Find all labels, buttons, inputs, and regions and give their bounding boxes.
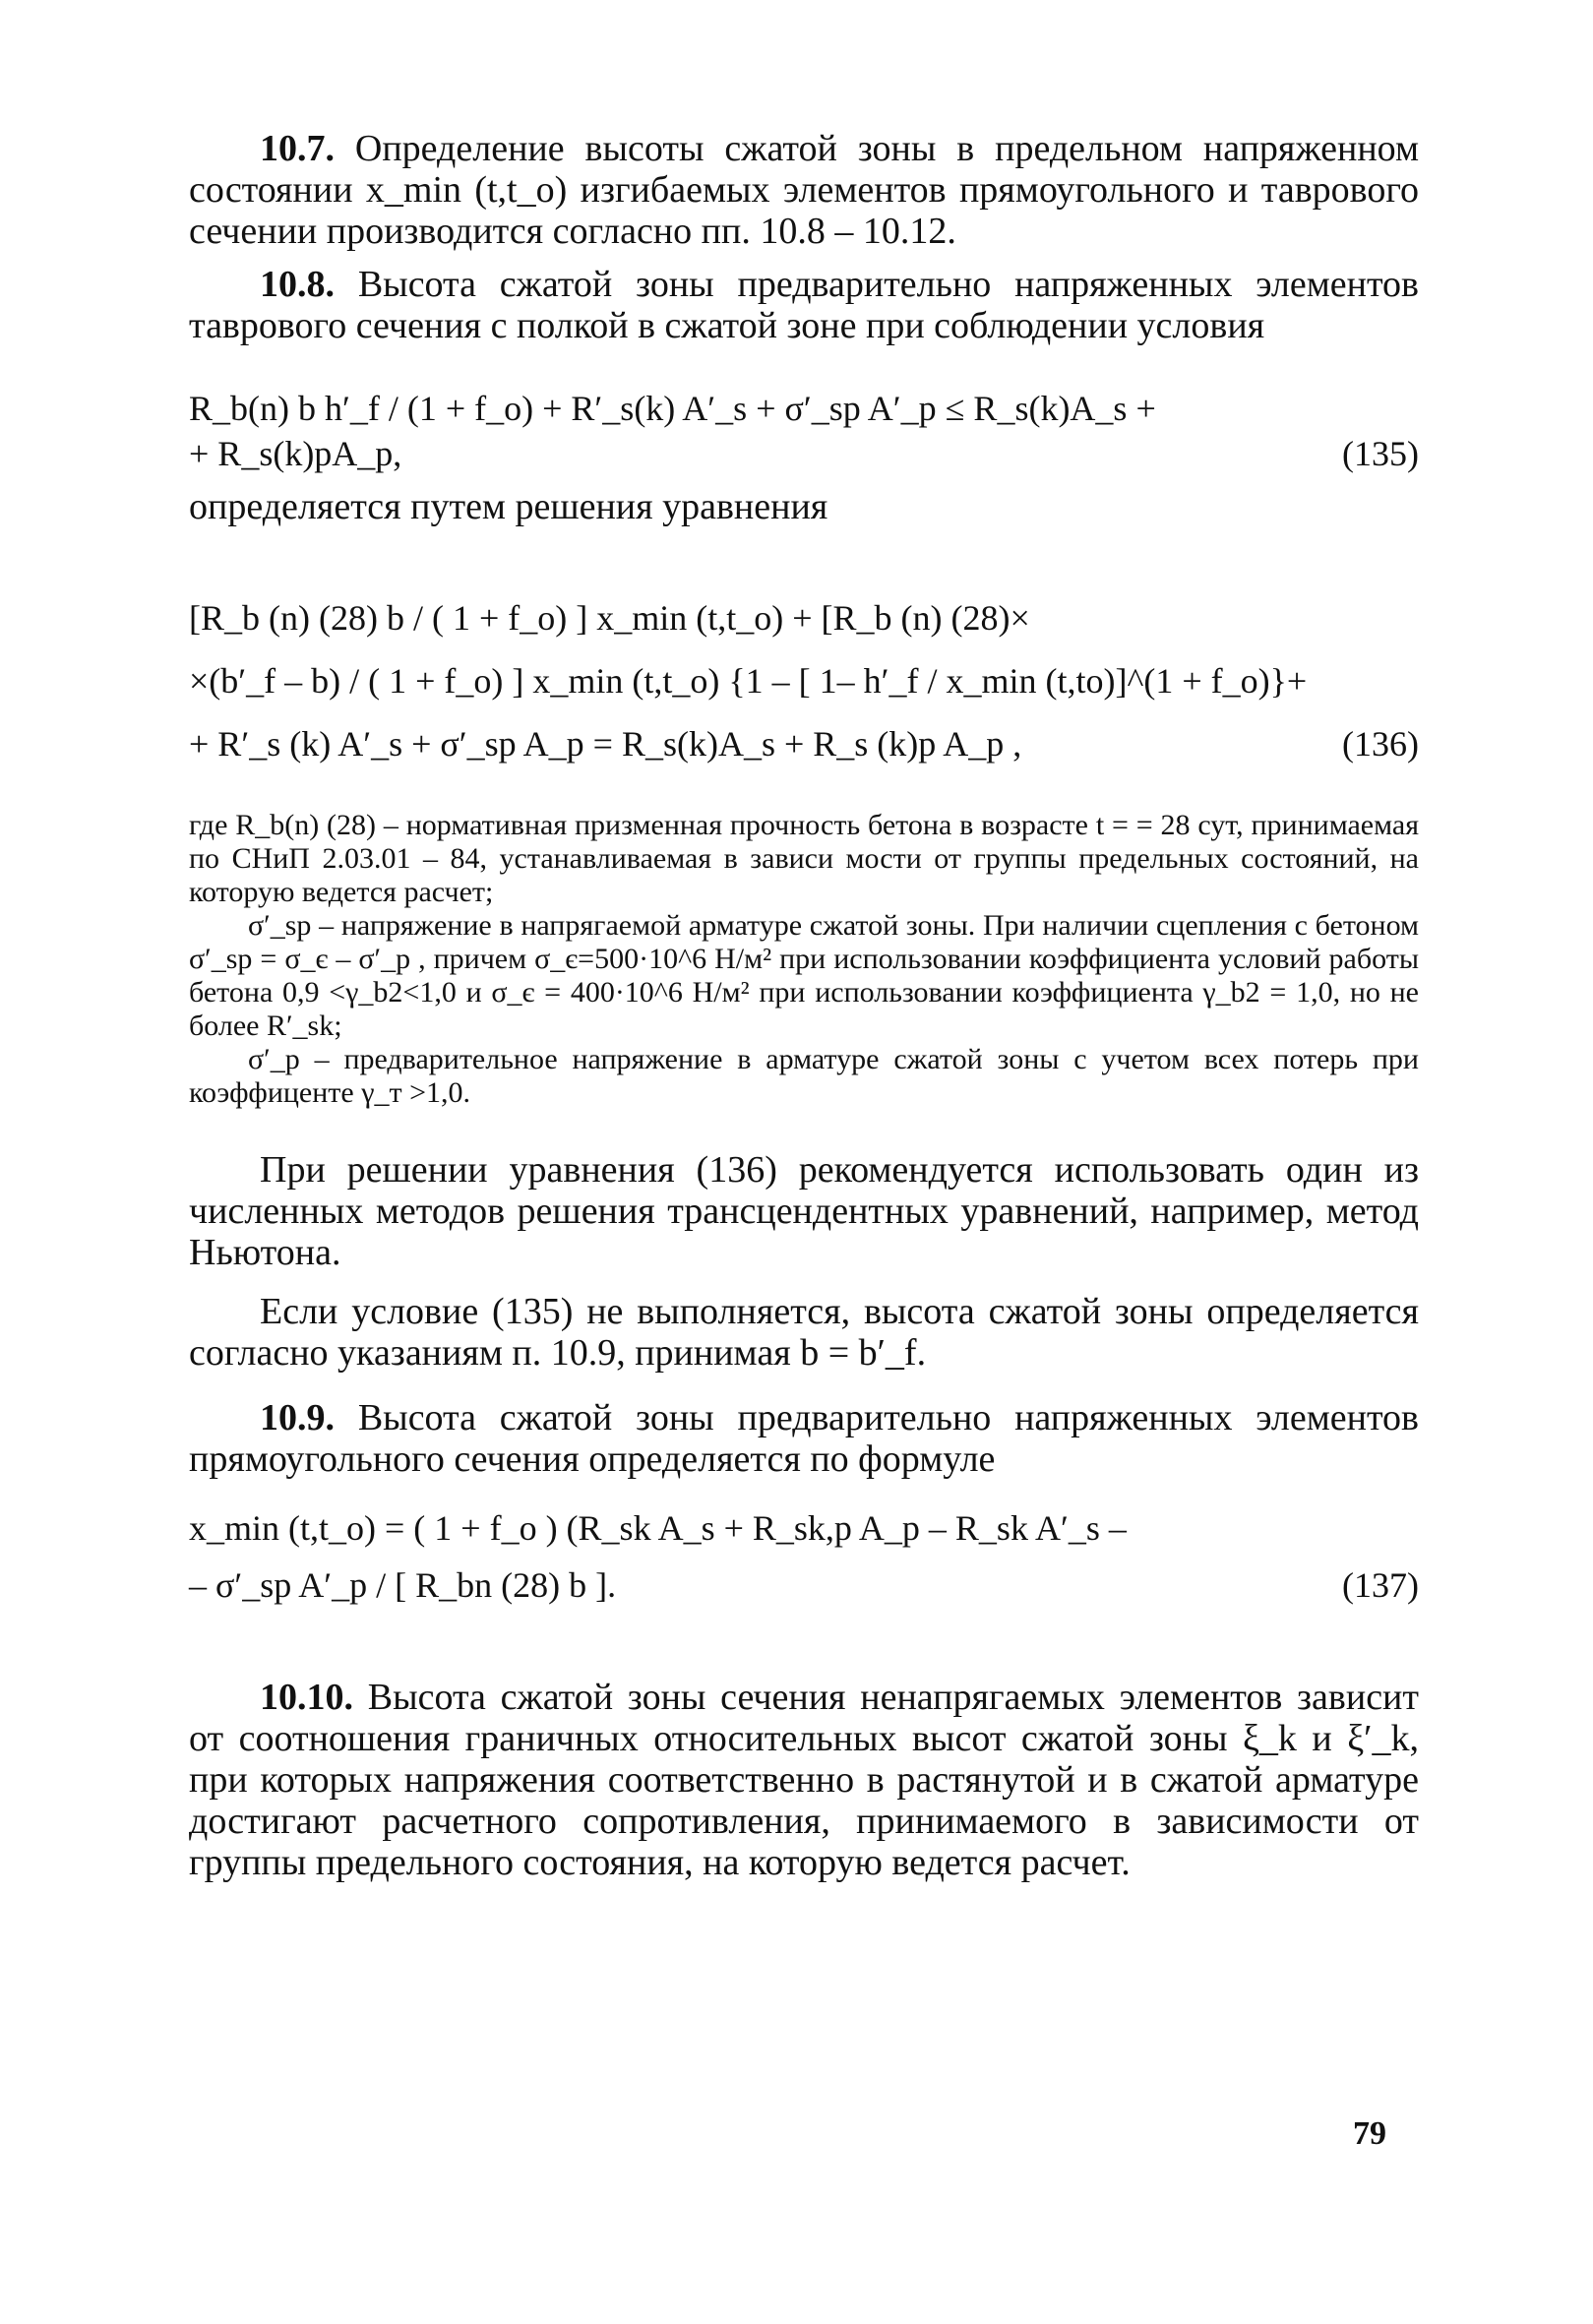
- section-number: 10.10.: [260, 1677, 353, 1718]
- formula-line-text: + R′_s (k) A′_s + σ′_sp A_p = R_s(k)A_s + R_s (k)p A_p ,: [189, 724, 1022, 764]
- equation-number: (135): [1342, 434, 1419, 473]
- section-number: 10.9.: [260, 1397, 335, 1438]
- formula-line-text: + R_s(k)pA_p,: [189, 434, 402, 473]
- formula-137: [189, 1499, 1419, 1614]
- paragraph-text: Определение высоты сжатой зоны в предельном напряженном состоянии x_min (t,t_o) изгибаемых элементов прямоугольного и таврового сечении производится согласно пп. 10.8 – 10.12.: [189, 128, 1420, 252]
- section-number: 10.7.: [260, 128, 335, 169]
- paragraph-text: Высота сжатой зоны предварительно напряженных элементов прямоугольного сечения определяется по формуле: [189, 1397, 1419, 1480]
- note-sigma-sp: σ′_sp – напряжение в напрягаемой арматуре сжатой зоны. При наличии сцепления с бетоном σ′_sp = σ_є – σ′_p , причем σ_є=500·10^6 Н/м² при использовании коэффициента условий работы бетона 0,9 <γ_b2<1,0 и σ_є = 400·10^6 Н/м² при использовании коэффициента γ_b2 = 1,0, но не более R′_sk;: [189, 909, 1419, 1042]
- formula-line: ×(b′_f – b) / ( 1 + f_o) ] x_min (t,t_o) {1 – [ 1– h′_f / x_min (t,to)]^(1 + f_o)}+: [189, 661, 1308, 701]
- equation-number: (137): [1342, 1565, 1419, 1605]
- formula-line-text: – σ′_sp A′_p / [ R_bn (28) b ].: [189, 1565, 617, 1605]
- formula-line: [189, 431, 1419, 476]
- equation-number: (136): [1342, 724, 1419, 764]
- formula-line: x_min (t,t_o) = ( 1 + f_o ) (R_sk A_s + R_sk,p A_p – R_sk A′_s –: [189, 1508, 1127, 1548]
- note-sigma-p: σ′_p – предварительное напряжение в арматуре сжатой зоны с учетом всех потерь при коэффиценте γ_т >1,0.: [189, 1043, 1419, 1109]
- formula-line: [189, 712, 1419, 775]
- formula-line: R_b(n) b h′_f / (1 + f_o) + R′_s(k) A′_s + σ′_sp A′_p ≤ R_s(k)A_s +: [189, 389, 1156, 428]
- document-page: [189, 128, 1419, 1883]
- note-rb: где R_b(n) (28) – нормативная призменная прочность бетона в возрасте t = = 28 сут, принимаемая по СНиП 2.03.01 – 84, устанавливаемая в зависи мости от группы предельных состояний, на которую ведется расчет;: [189, 809, 1419, 908]
- formula-line: [R_b (n) (28) b / ( 1 + f_o) ] x_min (t,t_o) + [R_b (n) (28)×: [189, 598, 1030, 638]
- notes-block: [189, 809, 1419, 1110]
- page-number: 79: [1353, 2115, 1386, 2152]
- paragraph-10-9: [189, 1397, 1419, 1480]
- section-number: 10.8.: [260, 264, 335, 305]
- paragraph-newton: При решении уравнения (136) рекомендуется использовать один из численных методов решения трансцендентных уравнений, например, метод Ньютона.: [189, 1149, 1419, 1273]
- paragraph-after-135: определяется путем решения уравнения: [189, 486, 828, 527]
- paragraph-10-7: [189, 128, 1419, 252]
- paragraph-10-10: [189, 1677, 1419, 1883]
- formula-136: [189, 586, 1419, 775]
- formula-line: [189, 1557, 1419, 1614]
- paragraph-text: Высота сжатой зоны сечения ненапрягаемых элементов зависит от соотношения граничных относительных высот сжатой зоны ξ_k и ξ′_k, при которых напряжения соответственно в растянутой и в сжатой арматуре достигают расчетного сопротивления, принимаемого в зависимости от группы предельного состояния, на которую ведется расчет.: [189, 1677, 1420, 1883]
- paragraph-text: Высота сжатой зоны предварительно напряженных элементов таврового сечения с полкой в сжатой зоне при соблюдении условия: [189, 264, 1419, 346]
- paragraph-10-8: [189, 264, 1419, 346]
- formula-135: [189, 386, 1419, 476]
- paragraph-condition: Если условие (135) не выполняется, высота сжатой зоны определяется согласно указаниям п. 10.9, принимая b = b′_f.: [189, 1291, 1419, 1374]
